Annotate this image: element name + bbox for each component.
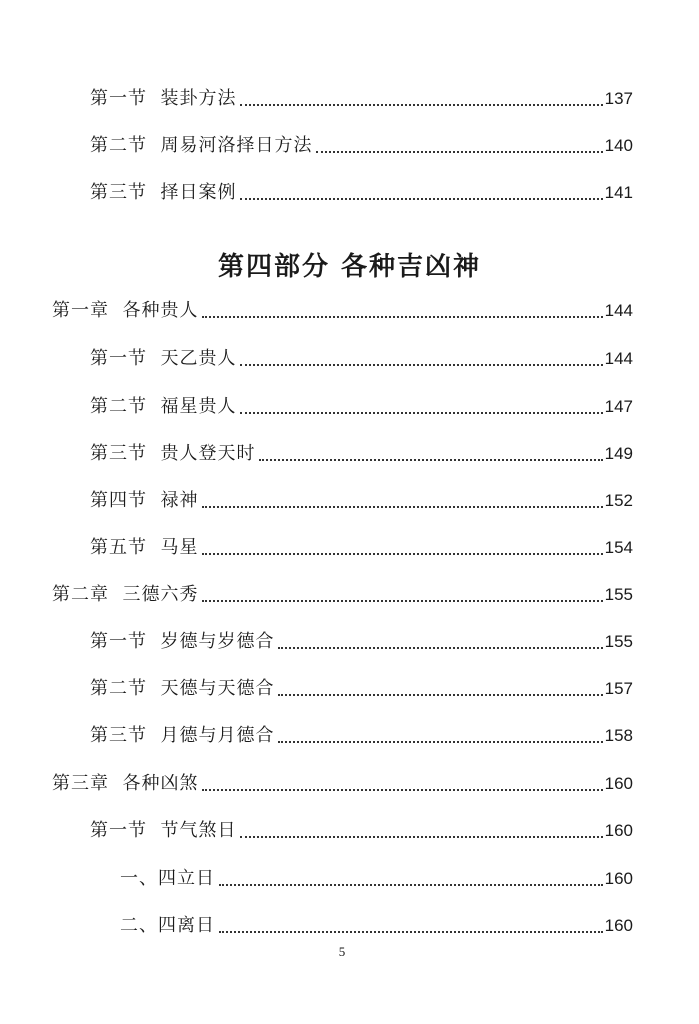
toc-entry-label: 第三节 月德与月德合	[90, 725, 275, 746]
toc-entry-label: 第四节 禄神	[90, 490, 199, 511]
toc-entry-label: 第二节 周易河洛择日方法	[90, 135, 313, 156]
toc-entry-page: 158	[604, 726, 633, 745]
toc-entry	[90, 529, 633, 559]
toc-entry-label: 第五节 马星	[90, 537, 199, 558]
toc-entry-label: 第三节 贵人登天时	[90, 443, 256, 464]
toc-entry	[90, 80, 633, 110]
toc-entry-page: 144	[604, 301, 633, 320]
toc-entry	[90, 435, 633, 465]
toc-entry	[90, 340, 633, 370]
toc-chapter-entry	[52, 765, 633, 795]
toc-entry-page: 160	[604, 774, 633, 793]
dot-leader	[219, 884, 603, 886]
toc-entry-page: 147	[604, 397, 633, 416]
toc-entry-label: 第一节 装卦方法	[90, 88, 237, 109]
toc-entry-page: 155	[604, 632, 633, 651]
dot-leader	[240, 412, 602, 414]
dot-leader	[240, 198, 602, 200]
toc-entry-label: 二、四离日	[120, 915, 215, 936]
toc-entry-page: 144	[604, 349, 633, 368]
toc-entry-page: 160	[604, 821, 633, 840]
toc-entry-page: 160	[604, 869, 633, 888]
dot-leader	[202, 789, 602, 791]
toc-entry-page: 141	[604, 183, 633, 202]
toc-entry-page: 152	[604, 491, 633, 510]
toc-entry	[90, 482, 633, 512]
toc-entry	[90, 388, 633, 418]
toc-entry-label: 第二节 天德与天德合	[90, 678, 275, 699]
toc-entry-label: 一、四立日	[120, 868, 215, 889]
part-heading: 第四部分 各种吉凶神	[217, 252, 482, 282]
toc-entry-label: 第二节 福星贵人	[90, 396, 237, 417]
toc-entry-label: 第一节 岁德与岁德合	[90, 631, 275, 652]
toc-entry-page: 160	[604, 916, 633, 935]
toc-entry-page: 140	[604, 136, 633, 155]
toc-entry-page: 154	[604, 538, 633, 557]
toc-entry	[90, 623, 633, 653]
toc-chapter-entry	[52, 576, 633, 606]
toc-entry-page: 157	[604, 679, 633, 698]
dot-leader	[240, 104, 602, 106]
toc-item-entry	[120, 907, 633, 937]
dot-leader	[278, 647, 602, 649]
toc-item-entry	[120, 860, 633, 890]
dot-leader	[202, 600, 602, 602]
dot-leader	[240, 836, 602, 838]
dot-leader	[278, 741, 602, 743]
toc-entry-label: 第一节 天乙贵人	[90, 348, 237, 369]
toc-chapter-entry	[52, 292, 633, 322]
toc-entry	[90, 670, 633, 700]
dot-leader	[202, 506, 602, 508]
toc-entry-label: 第三章 各种凶煞	[52, 773, 199, 794]
page-number: 5	[338, 944, 346, 959]
toc-entry	[90, 812, 633, 842]
dot-leader	[278, 694, 602, 696]
dot-leader	[259, 459, 602, 461]
toc-entry-label: 第三节 择日案例	[90, 182, 237, 203]
dot-leader	[240, 364, 602, 366]
toc-entry-label: 第一节 节气煞日	[90, 820, 237, 841]
dot-leader	[202, 553, 602, 555]
dot-leader	[202, 316, 602, 318]
toc-entry	[90, 127, 633, 157]
toc-entry-page: 155	[604, 585, 633, 604]
toc-entry	[90, 717, 633, 747]
toc-entry-page: 149	[604, 444, 633, 463]
toc-entry-page: 137	[604, 89, 633, 108]
toc-entry-label: 第二章 三德六秀	[52, 584, 199, 605]
toc-entry-label: 第一章 各种贵人	[52, 300, 199, 321]
dot-leader	[316, 151, 602, 153]
toc-entry	[90, 174, 633, 204]
dot-leader	[219, 931, 603, 933]
